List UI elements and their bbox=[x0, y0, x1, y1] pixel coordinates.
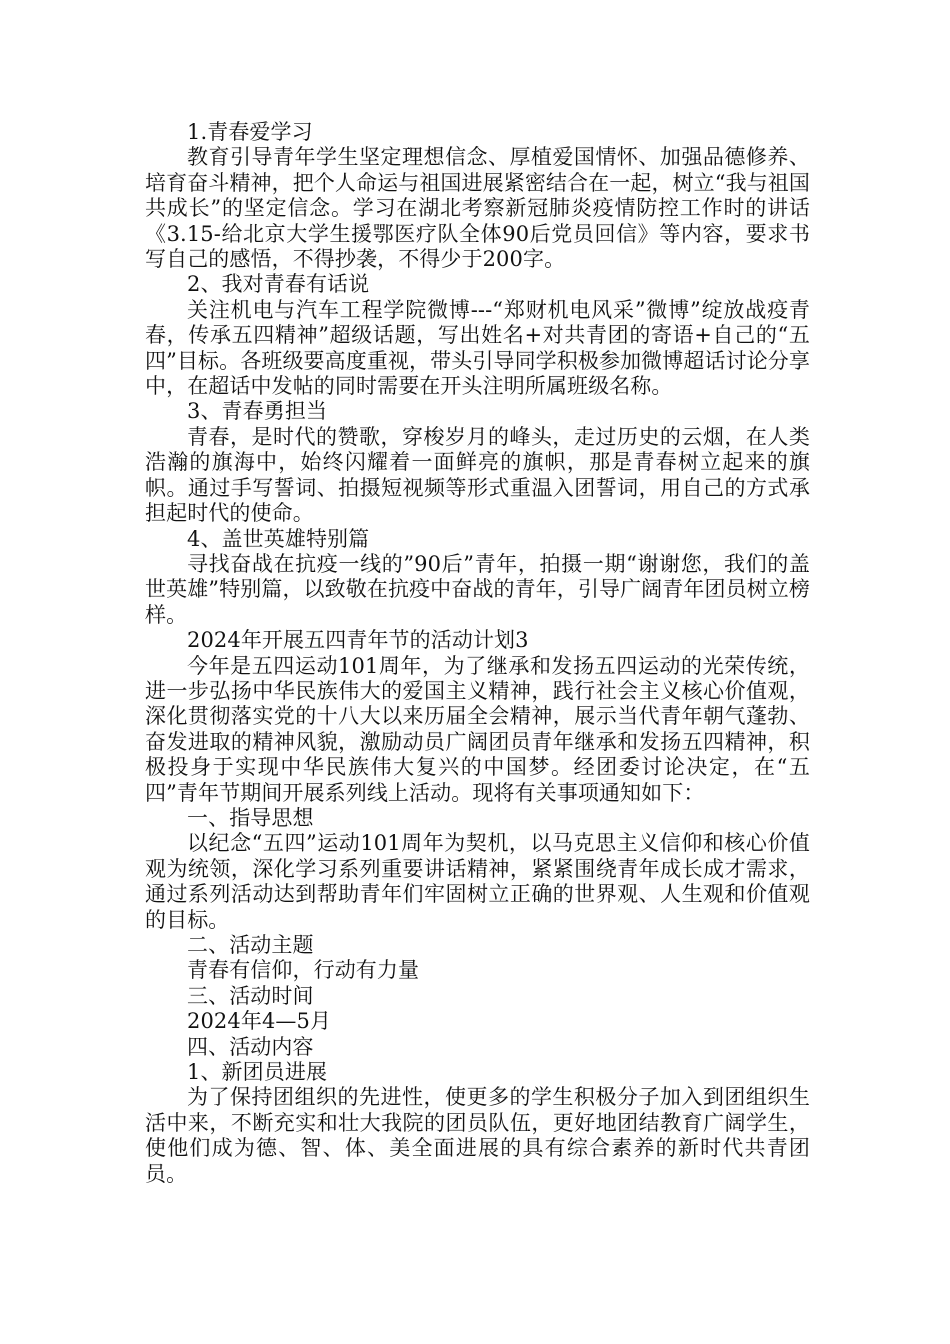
document-body bbox=[145, 120, 810, 1187]
heading-guiding-ideology: 一、指导思想 bbox=[187, 805, 314, 830]
heading-heroes: 4、盖世英雄特别篇 bbox=[187, 526, 370, 551]
time-text: 2024年4—5月 bbox=[187, 1009, 332, 1034]
heading-responsibility: 3、青春勇担当 bbox=[187, 399, 328, 424]
heading-new-members: 1、新团员进展 bbox=[187, 1060, 328, 1085]
theme-text: 青春有信仰，行动有力量 bbox=[187, 958, 420, 983]
paragraph: 青春，是时代的赞歌，穿梭岁月的峰头，走过历史的云烟，在人类浩瀚的旗海中，始终闪耀着一面鲜亮的旗帜，那是青春树立起来的旗帜。通过手写誓词、拍摄短视频等形式重温入团誓词，用自己的方式承担起时代的使命。 bbox=[145, 424, 810, 526]
section-title-plan-3: 2024年开展五四青年节的活动计划3 bbox=[187, 628, 529, 653]
paragraph: 今年是五四运动101周年，为了继承和发扬五四运动的光荣传统，进一步弘扬中华民族伟大的爱国主义精神，践行社会主义核心价值观，深化贯彻落实党的十八大以来历届全会精神，展示当代青年朝气蓬勃、奋发进取的精神风貌，激励动员广阔团员青年继承和发扬五四精神，积极投身于实现中华民族伟大复兴的中国梦。经团委讨论决定，在“五四”青年节期间开展系列线上活动。现将有关事项通知如下： bbox=[145, 653, 810, 805]
paragraph: 关注机电与汽车工程学院微博---“郑财机电风采”微博”绽放战疫青春，传承五四精神”超级话题，写出姓名+对共青团的寄语+自己的“五四”目标。各班级要高度重视，带头引导同学积极参加微博超话讨论分享中，在超话中发帖的同时需要在开头注明所属班级名称。 bbox=[145, 297, 810, 399]
heading-time: 三、活动时间 bbox=[187, 983, 314, 1008]
heading-content: 四、活动内容 bbox=[187, 1034, 314, 1059]
paragraph: 教育引导青年学生坚定理想信念、厚植爱国情怀、加强品德修养、培育奋斗精神，把个人命运与祖国进展紧密结合在一起，树立“我与祖国共成长”的坚定信念。学习在湖北考察新冠肺炎疫情防控工作时的讲话《3.15-给北京大学生援鄂医疗队全体90后党员回信》等内容，要求书写自己的感悟，不得抄袭，不得少于200字。 bbox=[145, 145, 810, 272]
heading-talk: 2、我对青春有话说 bbox=[187, 272, 370, 297]
paragraph: 寻找奋战在抗疫一线的”90后”青年，拍摄一期“谢谢您，我们的盖世英雄”特别篇，以致敬在抗疫中奋战的青年，引导广阔青年团员树立榜样。 bbox=[145, 551, 810, 627]
paragraph: 为了保持团组织的先进性，使更多的学生积极分子加入到团组织生活中来，不断充实和壮大我院的团员队伍，更好地团结教育广阔学生，使他们成为德、智、体、美全面进展的具有综合素养的新时代共青团员。 bbox=[145, 1085, 810, 1186]
heading-theme: 二、活动主题 bbox=[187, 933, 314, 957]
paragraph: 以纪念“五四”运动101周年为契机，以马克思主义信仰和核心价值观为统领，深化学习系列重要讲话精神，紧紧围绕青年成长成才需求，通过系列活动达到帮助青年们牢固树立正确的世界观、人生观和价值观的目标。 bbox=[145, 831, 810, 932]
heading-study: 1.青春爱学习 bbox=[187, 120, 313, 144]
